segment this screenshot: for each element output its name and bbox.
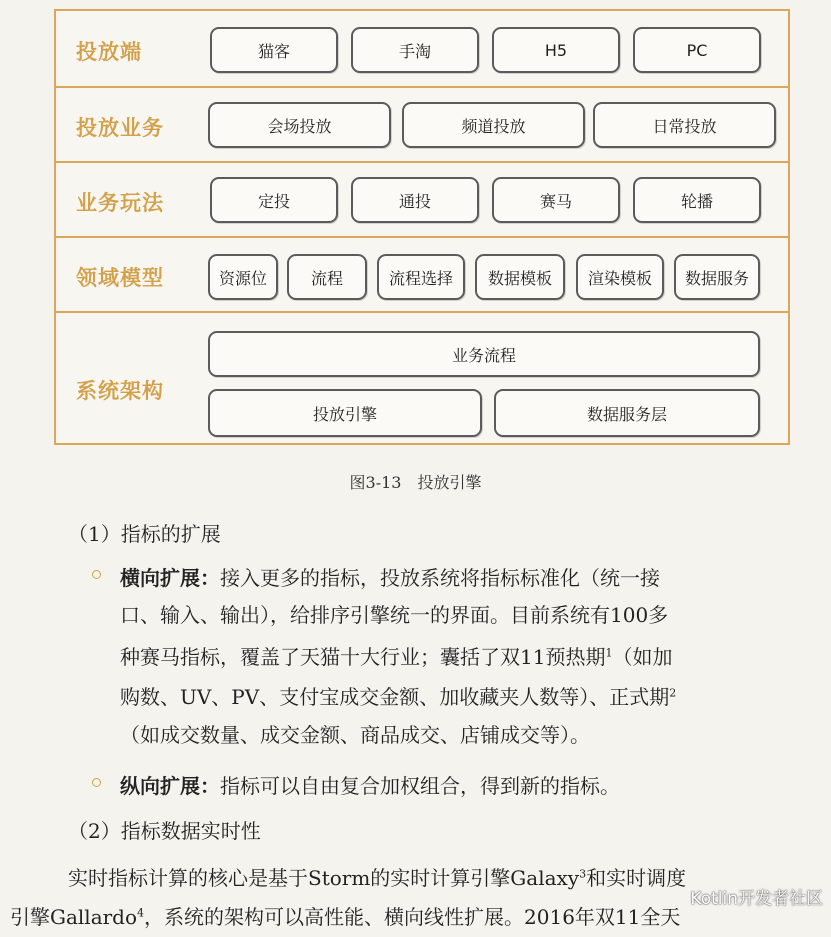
- box-h5: H5: [492, 27, 620, 73]
- bullet2-text: 指标可以自由复合加权组合，得到新的指标。: [220, 774, 620, 798]
- box-pc: PC: [633, 27, 761, 73]
- box-channel-delivery: 频道投放: [402, 102, 585, 148]
- box-data-service-layer: 数据服务层: [494, 389, 760, 437]
- watermark: Kotlin开发者社区: [690, 889, 823, 909]
- bullet1-text: 接入更多的指标，投放系统将指标标准化（统一接: [220, 566, 660, 590]
- row-label: 投放业务: [76, 116, 164, 140]
- box-data-template: 数据模板: [475, 254, 565, 300]
- bullet1-line2: 口、输入、输出），给排序引擎统一的界面。目前系统有100多: [120, 603, 669, 627]
- box-process-select: 流程选择: [377, 254, 465, 300]
- bullet1-term: 横向扩展：: [120, 566, 220, 590]
- diagram-row-system-architecture: [56, 313, 788, 443]
- bullet1-line1: [120, 562, 660, 591]
- box-general-delivery: 通投: [351, 177, 479, 223]
- box-delivery-engine: 投放引擎: [208, 389, 482, 437]
- body-line1: [68, 862, 686, 891]
- bullet1-line5: （如成交数量、成交金额、商品成交、店铺成交等）。: [120, 723, 590, 747]
- section2-heading: （2）指标数据实时性: [68, 819, 261, 843]
- diagram-row-domain-model: [56, 238, 788, 313]
- box-horse-race: 赛马: [492, 177, 620, 223]
- box-render-template: 渲染模板: [576, 254, 664, 300]
- body-line1-tail: 和实时调度: [586, 866, 687, 890]
- bullet-icon: [92, 778, 101, 787]
- footnote-4: 4: [137, 906, 145, 920]
- bullet2-line: [120, 770, 620, 799]
- architecture-diagram: [54, 9, 790, 445]
- bullet1-line3-text: 种赛马指标，覆盖了天猫十大行业；囊括了双11预热期: [120, 645, 606, 669]
- box-business-process: 业务流程: [208, 331, 760, 377]
- row-label: 投放端: [76, 40, 142, 64]
- row-label: 领域模型: [76, 266, 164, 290]
- body-line2-tail: ，系统的架构可以高性能、横向线性扩展。2016年双11全天: [144, 905, 681, 929]
- footnote-1: 1: [605, 646, 613, 660]
- bullet-icon: [92, 570, 101, 579]
- diagram-row-delivery-end: [56, 11, 788, 88]
- box-data-service: 数据服务: [674, 254, 760, 300]
- row-label: 系统架构: [76, 379, 164, 403]
- box-venue-delivery: 会场投放: [208, 102, 391, 148]
- bullet1-line3: [120, 641, 672, 670]
- bullet1-line4-text: 购数、UV、PV、支付宝成交金额、加收藏夹人数等）、正式期: [120, 685, 670, 709]
- box-resource-slot: 资源位: [208, 254, 278, 300]
- body-line2: [10, 901, 680, 930]
- bullet2-term: 纵向扩展：: [120, 774, 220, 798]
- box-shoutao: 手淘: [351, 27, 479, 73]
- body-line2-text: 引擎Gallardo: [10, 905, 138, 929]
- footnote-3: 3: [579, 867, 587, 881]
- box-daily-delivery: 日常投放: [593, 102, 776, 148]
- section1-heading: （1）指标的扩展: [68, 522, 221, 546]
- footnote-2: 2: [669, 686, 677, 700]
- box-process: 流程: [287, 254, 367, 300]
- body-line1-text: 实时指标计算的核心是基于Storm的实时计算引擎Galaxy: [68, 866, 580, 890]
- figure-caption: 图3-13 投放引擎: [349, 473, 482, 492]
- box-fixed-delivery: 定投: [210, 177, 338, 223]
- diagram-row-business-play: [56, 163, 788, 238]
- bullet1-line4: [120, 681, 676, 710]
- diagram-row-delivery-business: [56, 88, 788, 163]
- bullet1-line3-tail: （如加: [612, 645, 673, 669]
- box-maoke: 猫客: [210, 27, 338, 73]
- row-label: 业务玩法: [76, 191, 164, 215]
- box-carousel: 轮播: [633, 177, 761, 223]
